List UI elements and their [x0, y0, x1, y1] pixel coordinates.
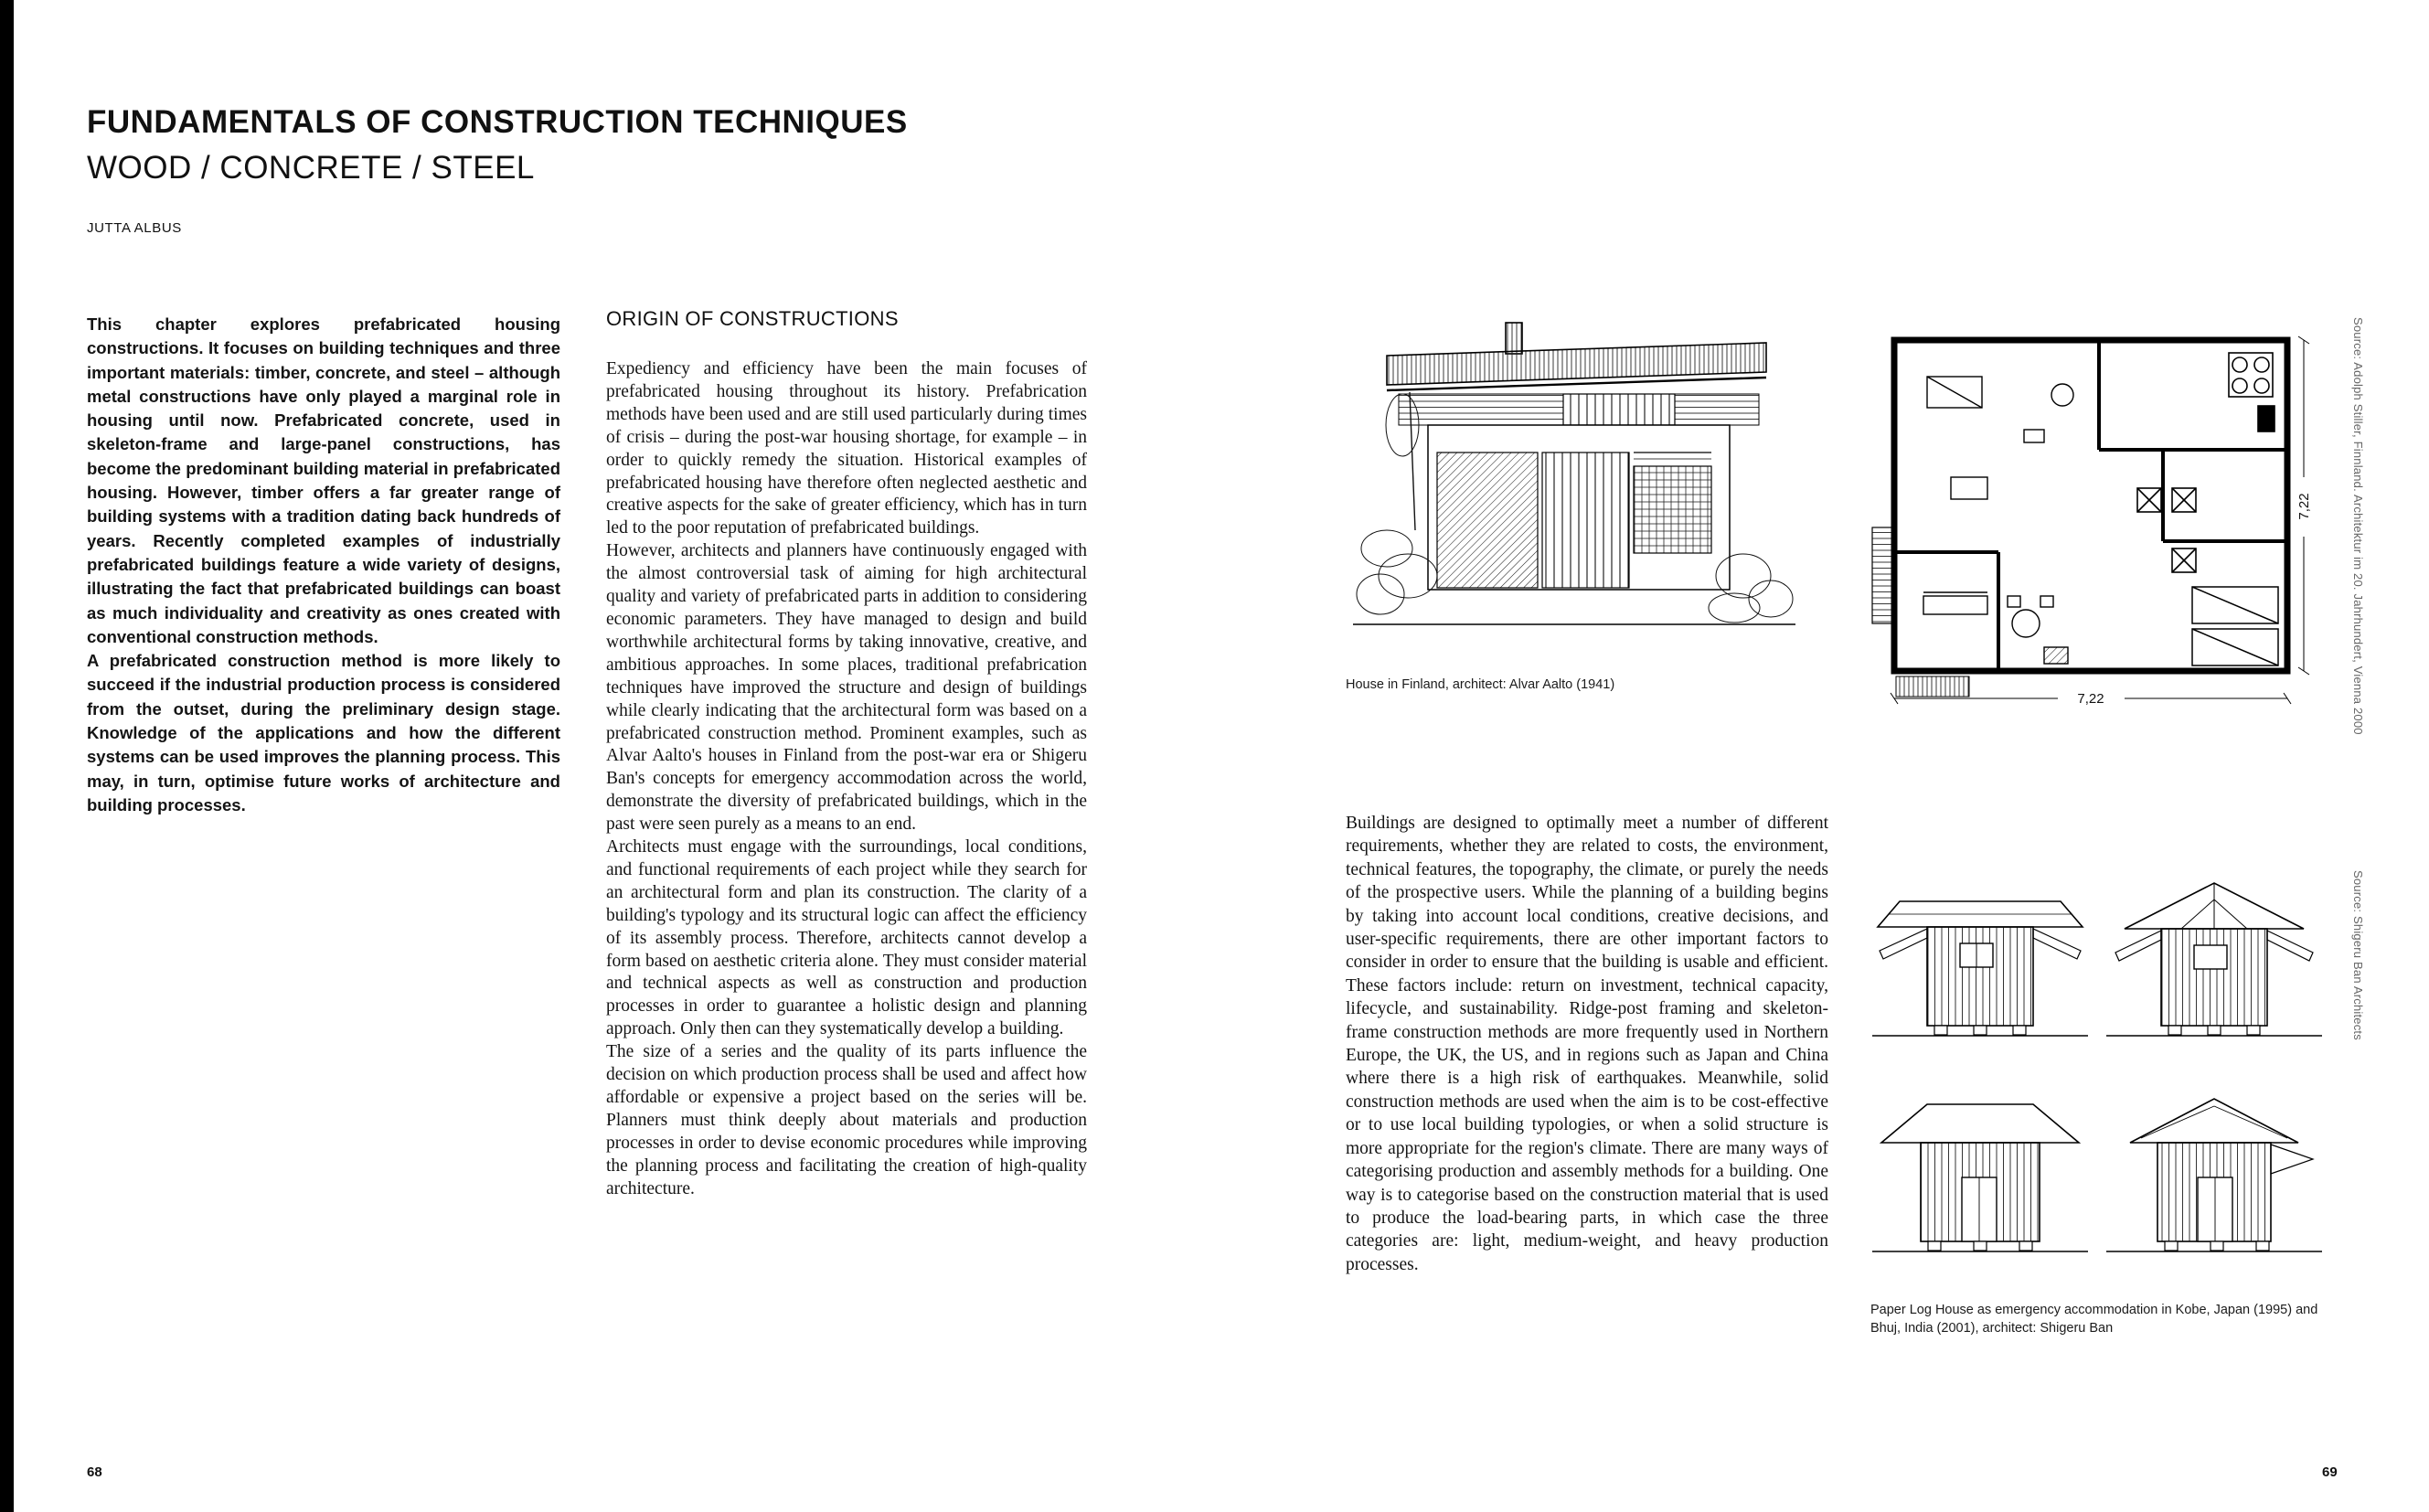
aalto-caption: House in Finland, architect: Alvar Aalto (1941)	[1346, 677, 1615, 692]
author-name: JUTTA ALBUS	[87, 220, 182, 236]
log-house-drawing-gable-end	[2104, 1086, 2324, 1269]
exterior-stairs	[1872, 527, 1894, 623]
origin-column	[606, 307, 1087, 1201]
tube-wall	[1921, 1143, 2040, 1241]
upper-wall	[1399, 394, 1759, 425]
roof-truss	[2125, 883, 2304, 929]
section-heading: ORIGIN OF CONSTRUCTIONS	[606, 307, 899, 330]
source-note-ban: Source: Shigeru Ban Architects	[2351, 870, 2365, 1040]
floor-plan-figure	[1870, 322, 2320, 715]
foundation	[1872, 1241, 2088, 1251]
body-paragraph: Architects must engage with the surroundings, local conditions, and functional requirements of each project while they search for an architectural form and plan its construction. The clarity of a building's typology and its structural logic can affect the efficiency of its assembly process. Therefore, architects cannot develop a form based on aesthetic criteria alone. They must consider material and technical aspects as well as construction and production processes in order to guarantee a holistic design and planning approach. Only then can they systematically develop a building.	[606, 837, 1087, 1039]
dimension-label-right: 7,22	[2296, 493, 2312, 520]
roof	[2130, 1099, 2298, 1143]
page-number-right: 69	[2322, 1464, 2338, 1480]
body-paragraph: However, architects and planners have continuously engaged with the almost controversial task of aiming for high architectural quality and variety of prefabricated parts in addition to considering economic parameters. They have managed to design and build worthwhile architectural forms by taking innovative, creative, and ambitious approaches. In some places, traditional prefabrication techniques have improved the structure and design of buildings while clearly indicating that the architectural form was based on a prefabricated construction method. Prominent examples, such as Alvar Aalto's houses in Finland from the post-war era or Shigeru Ban's concepts for emergency accommodation across the world, demonstrate the diversity of prefabricated buildings, which in the past were seen purely as a means to an end.	[606, 541, 1087, 835]
roof	[1878, 901, 2083, 927]
right-text-column	[1346, 812, 1828, 1276]
page-title: FUNDAMENTALS OF CONSTRUCTION TECHNIQUES	[87, 104, 908, 140]
paper-log-caption: Paper Log House as emergency accommodation in Kobe, Japan (1995) and Bhuj, India (2001), architect: Shigeru Ban	[1870, 1303, 2318, 1336]
window	[2194, 945, 2227, 969]
floor-plan-drawing	[1870, 322, 2320, 715]
foundation	[2106, 1026, 2322, 1036]
foundation	[2106, 1241, 2322, 1251]
tube-wall	[1927, 927, 2033, 1026]
page-subtitle: WOOD / CONCRETE / STEEL	[87, 150, 535, 186]
page-number-left: 68	[87, 1464, 102, 1480]
roof	[1881, 1104, 2079, 1143]
main-facade	[1428, 425, 1730, 590]
side-flap	[2271, 1145, 2313, 1174]
body-paragraph: Buildings are designed to optimally meet a number of different requirements, whether they are related to costs, the environment, technical features, the topography, the climate, or purely the needs of the prospective users. While the planning of a building begins by taking into account local conditions, creative decisions, and user-specific requirements, there are other important factors to consider in order to ensure that the building is usable and efficient. These factors include: return on investment, technical capacity, lifecycle, and sustainability. Ridge-post framing and skeleton-frame construction methods are more frequently used in Northern Europe, the UK, the US, and in regions such as Japan and China where there is a high risk of earthquakes. Meanwhile, solid construction methods are used when the aim is to be cost-effective or to use local building typologies, or when a solid structure is more appropriate for the region's climate. There are many ways of categorising production and assembly methods for a building. One way is to categorise based on the construction material that is used to produce the load-bearing parts, in which case the three categories are: light, medium-weight, and heavy production processes.	[1346, 814, 1828, 1274]
aalto-house-elevation-figure	[1346, 315, 1803, 672]
tube-wall	[2161, 929, 2267, 1026]
paper-log-houses-figure	[1870, 870, 2328, 1269]
body-paragraph: The size of a series and the quality of its parts influence the decision on which production process shall be used and affect how affordable or expensive a project based on the series will be. Planners must think deeply about materials and production processes in order to devise economic procedures while improving the planning process and facilitating the creation of high-quality architecture.	[606, 1042, 1087, 1198]
body-paragraph: Expediency and efficiency have been the main focuses of prefabricated housing throughout its history. Prefabrication methods have been used and are still used particularly during times of crisis – during the post-war housing shortage, for example – in order to quickly remedy the situation. Historical examples of prefabricated housing have therefore often neglected aesthetic and creative aspects for the sake of greater efficiency, which has in turn led to the poor reputation of prefabricated buildings.	[606, 359, 1087, 538]
dimension-right	[2296, 336, 2312, 675]
log-house-drawing-front-flat	[1870, 870, 2090, 1053]
shaded-porch	[1437, 453, 1538, 588]
lattice-window	[1634, 466, 1711, 553]
intro-paragraph: A prefabricated construction method is more likely to succeed if the industrial production process is considered from the outset, during the preliminary design stage. Knowledge of the applications and how the different systems can be used improves the planning process. This may, in turn, optimise future works of architecture and building processes.	[87, 651, 560, 815]
roof	[1387, 343, 1766, 390]
source-note-aalto: Source: Adolph Stiller, Finnland. Architektur im 20. Jahrhundert, Vienna 2000	[2351, 317, 2365, 735]
chimney	[1506, 323, 1522, 354]
terrace-steps	[1896, 676, 1969, 697]
page-edge-bar	[0, 0, 14, 1512]
intro-column	[87, 313, 560, 817]
slatted-screen	[1542, 453, 1629, 588]
tube-wall	[2157, 1143, 2271, 1241]
house-elevation-drawing	[1346, 315, 1803, 672]
foundation	[1872, 1026, 2088, 1036]
dimension-label-bottom: 7,22	[2077, 691, 2104, 707]
log-house-drawing-hip-roof	[1870, 1086, 2090, 1269]
log-house-drawing-gable-truss	[2104, 870, 2324, 1053]
intro-paragraph: This chapter explores prefabricated housing constructions. It focuses on building techniques and three important materials: timber, concrete, and steel – although metal constructions have only played a marginal role in housing until now. Prefabricated concrete, used in skeleton-frame and large-panel constructions, has become the predominant building material in prefabricated housing. However, timber offers a far greater range of building systems with a tradition dating back hundreds of years. Recently completed examples of industrially prefabricated buildings feature a wide variety of designs, illustrating the fact that prefabricated buildings can boast as much individuality and creativity as ones created with conventional construction methods.	[87, 314, 560, 646]
